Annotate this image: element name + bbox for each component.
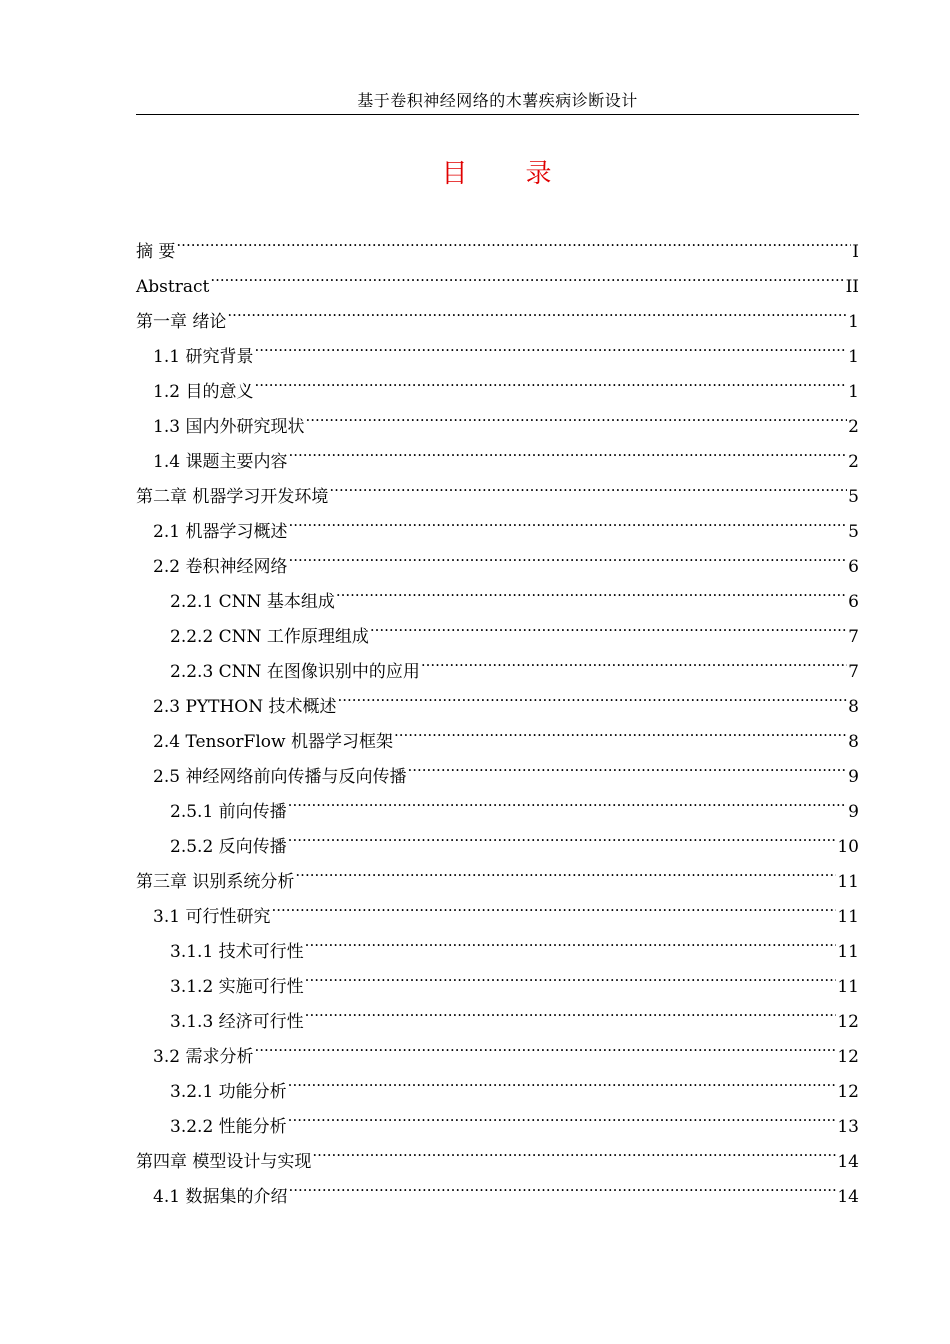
toc-dot-leader: [370, 607, 847, 642]
toc-title-part1: 目: [441, 159, 470, 189]
toc-entry-label: Abstract: [136, 277, 210, 297]
toc-entry-label: 2.1 机器学习概述: [153, 522, 288, 542]
toc-entry-page: 7: [848, 662, 859, 682]
toc-entry-page: 1: [848, 312, 859, 332]
toc-dot-leader: [210, 257, 844, 292]
toc-entry-label: 2.5.2 反向传播: [170, 837, 287, 857]
toc-entry-label: 第四章 模型设计与实现: [136, 1152, 312, 1172]
toc-entry-page: 14: [837, 1152, 859, 1172]
toc-entry-page: 11: [837, 872, 859, 892]
toc-entry-label: 2.5.1 前向传播: [170, 802, 287, 822]
toc-entry-page: 11: [837, 907, 859, 927]
toc-dot-leader: [254, 327, 847, 362]
toc-dot-leader: [288, 537, 847, 572]
toc-dot-leader: [394, 712, 847, 747]
toc-dot-leader: [305, 922, 837, 957]
toc-entry-page: 12: [837, 1082, 859, 1102]
toc-entry-label: 3.1 可行性研究: [153, 907, 271, 927]
toc-entry-page: 2: [848, 452, 859, 472]
toc-dot-leader: [288, 817, 837, 852]
toc-entry-label: 1.1 研究背景: [153, 347, 254, 367]
toc-dot-leader: [288, 1167, 836, 1202]
toc-entry-page: 6: [848, 592, 859, 612]
toc-entry-page: 2: [848, 417, 859, 437]
toc-entry-label: 第三章 识别系统分析: [136, 872, 295, 892]
toc-entry-page: I: [852, 242, 859, 262]
toc-dot-leader: [329, 467, 847, 502]
toc-entry-page: 5: [848, 487, 859, 507]
toc-entry-label: 3.1.1 技术可行性: [170, 942, 304, 962]
toc-entry-label: 第二章 机器学习开发环境: [136, 487, 329, 507]
page-header: [136, 88, 859, 115]
toc-dot-leader: [288, 1097, 837, 1132]
toc-dot-leader: [254, 1027, 836, 1062]
toc-entry-label: 2.2.3 CNN 在图像识别中的应用: [170, 662, 420, 682]
toc-entry-label: 2.4 TensorFlow 机器学习框架: [153, 732, 393, 752]
toc-entry-label: 2.5 神经网络前向传播与反向传播: [153, 767, 407, 787]
toc-entry-page: 6: [848, 557, 859, 577]
toc-dot-leader: [176, 222, 851, 257]
toc-dot-leader: [337, 677, 847, 712]
toc-dot-leader: [295, 852, 836, 887]
toc-dot-leader: [227, 292, 847, 327]
toc-entry-page: 8: [848, 697, 859, 717]
toc-dot-leader: [312, 1132, 836, 1167]
toc-entry-label: 第一章 绪论: [136, 312, 227, 332]
toc-title-part2: 录: [525, 159, 554, 189]
toc-dot-leader: [254, 362, 847, 397]
toc-entry[interactable]: [136, 292, 859, 332]
toc-dot-leader: [305, 992, 837, 1027]
toc-entry[interactable]: [136, 327, 859, 367]
toc-entry-label: 摘 要: [136, 242, 176, 262]
toc-title: [136, 156, 859, 192]
toc-dot-leader: [288, 432, 847, 467]
toc-entry-label: 3.1.3 经济可行性: [170, 1012, 304, 1032]
toc-entry-label: 4.1 数据集的介绍: [153, 1187, 288, 1207]
toc-dot-leader: [407, 747, 847, 782]
toc-dot-leader: [288, 1062, 837, 1097]
toc-entry[interactable]: [136, 222, 859, 262]
toc-dot-leader: [305, 397, 847, 432]
toc-entry-label: 1.3 国内外研究现状: [153, 417, 305, 437]
toc-entry-page: 14: [837, 1187, 859, 1207]
toc-dot-leader: [288, 502, 847, 537]
toc-entry-label: 3.2.2 性能分析: [170, 1117, 287, 1137]
toc-entry-label: 3.1.2 实施可行性: [170, 977, 304, 997]
toc-entry-page: 12: [837, 1047, 859, 1067]
toc-entry-label: 3.2 需求分析: [153, 1047, 254, 1067]
toc-entry-page: 12: [837, 1012, 859, 1032]
toc-entry-page: 11: [837, 942, 859, 962]
toc-entry-label: 2.2.1 CNN 基本组成: [170, 592, 335, 612]
toc-entry-page: 5: [848, 522, 859, 542]
toc-entry-page: 13: [837, 1117, 859, 1137]
toc-entry-label: 1.4 课题主要内容: [153, 452, 288, 472]
toc-dot-leader: [336, 572, 847, 607]
toc-entry-page: 11: [837, 977, 859, 997]
toc-dot-leader: [271, 887, 836, 922]
toc-entry-page: 1: [848, 382, 859, 402]
toc-entry-label: 2.2 卷积神经网络: [153, 557, 288, 577]
toc-dot-leader: [421, 642, 847, 677]
toc-entry-page: 9: [848, 767, 859, 787]
toc-entry-label: 2.3 PYTHON 技术概述: [153, 697, 337, 717]
toc-entry-label: 1.2 目的意义: [153, 382, 254, 402]
toc-list: [136, 222, 859, 1207]
toc-entry-label: 2.2.2 CNN 工作原理组成: [170, 627, 369, 647]
toc-entry[interactable]: [136, 257, 859, 297]
toc-entry-page: 8: [848, 732, 859, 752]
toc-entry-page: II: [845, 277, 859, 297]
toc-dot-leader: [288, 782, 848, 817]
toc-entry-page: 9: [848, 802, 859, 822]
toc-entry-page: 7: [848, 627, 859, 647]
toc-entry-label: 3.2.1 功能分析: [170, 1082, 287, 1102]
toc-dot-leader: [305, 957, 837, 992]
toc-entry-page: 1: [848, 347, 859, 367]
toc-entry-page: 10: [837, 837, 859, 857]
header-title: 基于卷积神经网络的木薯疾病诊断设计: [357, 91, 638, 110]
